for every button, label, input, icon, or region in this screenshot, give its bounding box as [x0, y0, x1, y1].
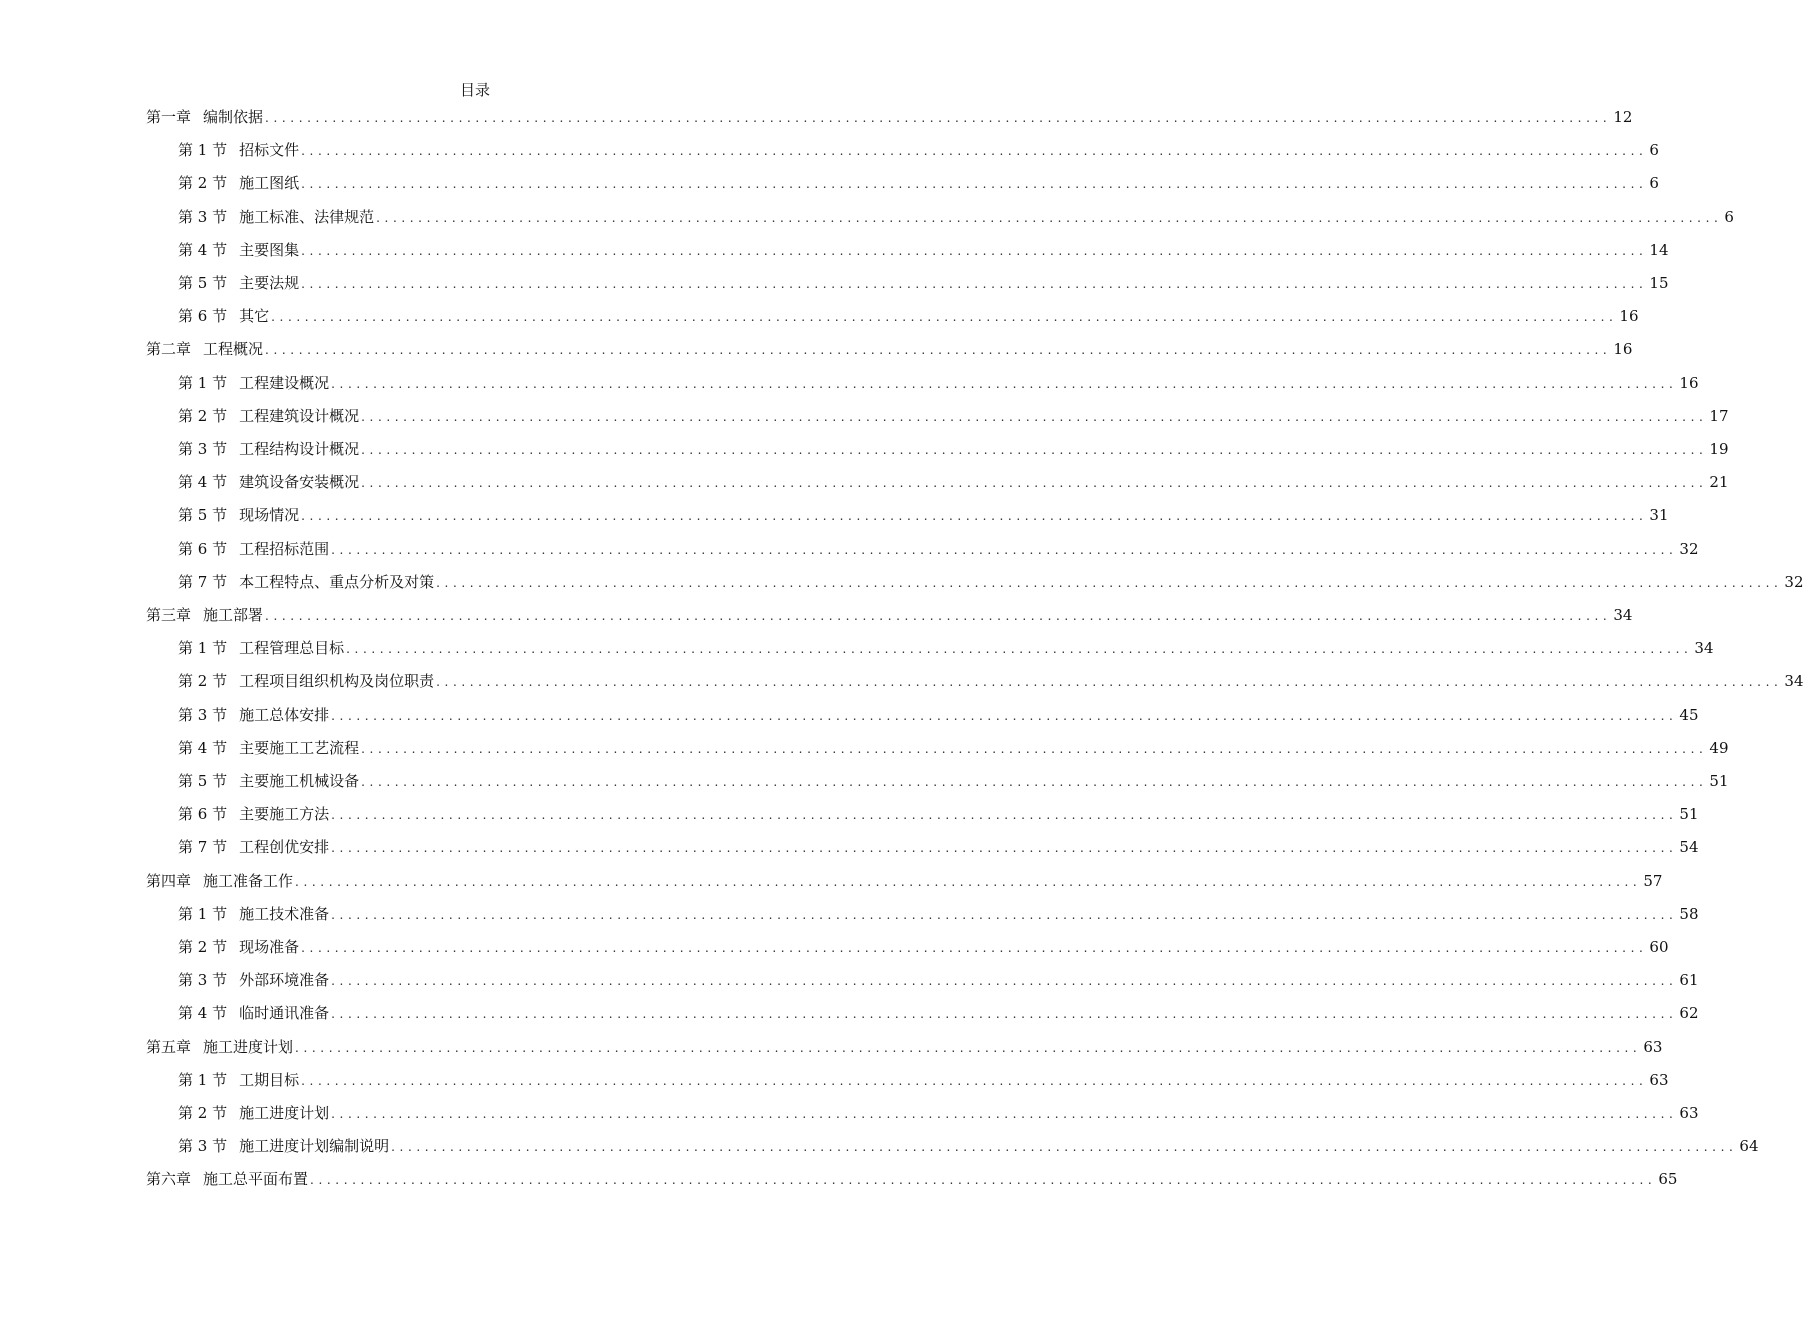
toc-section-entry[interactable] [178, 803, 1699, 825]
toc-entry-title: 外部环境准备 [239, 971, 330, 990]
toc-entry-number: 第 7 节 [178, 838, 228, 857]
toc-entry-label [178, 139, 299, 161]
toc-page-number: 34 [1694, 639, 1714, 658]
toc-entry-number: 第 4 节 [178, 1004, 228, 1023]
toc-entry-label [178, 1069, 299, 1091]
toc-section-entry[interactable] [178, 438, 1729, 460]
toc-entry-label [178, 1135, 389, 1157]
toc-entry-label [178, 936, 299, 958]
toc-entry-title: 工程结构设计概况 [239, 440, 360, 458]
toc-section-entry[interactable] [178, 405, 1729, 427]
toc-page-number: 62 [1679, 1004, 1699, 1023]
toc-section-entry[interactable] [178, 305, 1639, 327]
toc-page-number: 63 [1649, 1070, 1669, 1089]
toc-entry-number: 第 6 节 [178, 539, 228, 558]
toc-section-entry[interactable] [178, 1135, 1759, 1157]
toc-section-entry[interactable] [178, 1102, 1699, 1124]
toc-entry-title: 施工图纸 [239, 174, 300, 193]
dot-leader: ................................................................................................................................................................ [331, 808, 1678, 823]
toc-entry-number: 第 3 节 [178, 971, 228, 990]
toc-entry-number: 第四章 [146, 871, 192, 890]
toc-entry-number: 第 2 节 [178, 938, 228, 956]
toc-entry-title: 工程建设概况 [239, 373, 330, 392]
toc-entry-title: 主要施工机械设备 [239, 772, 360, 790]
toc-entry-number: 第 4 节 [178, 240, 228, 259]
dot-leader: ................................................................................................................................................................ [301, 1073, 1648, 1088]
toc-entry-title: 施工总平面布置 [203, 1170, 309, 1189]
toc-entry-label [146, 1168, 308, 1190]
toc-chapter-entry[interactable] [146, 1168, 1678, 1190]
toc-section-entry[interactable] [178, 272, 1669, 294]
toc-entry-title: 施工部署 [203, 606, 264, 624]
toc-section-entry[interactable] [178, 969, 1699, 991]
toc-entry-number: 第 4 节 [178, 738, 228, 757]
toc-entry-label [146, 604, 263, 626]
toc-page-number: 31 [1649, 506, 1669, 525]
toc-chapter-entry[interactable] [146, 870, 1663, 892]
dot-leader: ................................................................................................................................................................ [331, 841, 1678, 856]
toc-section-entry[interactable] [178, 936, 1669, 958]
toc-entry-number: 第三章 [146, 606, 192, 624]
dot-leader: ................................................................................................................................................................ [361, 476, 1708, 491]
toc-entry-label [178, 172, 299, 194]
toc-entry-title: 主要图集 [239, 240, 300, 259]
toc-page-number: 17 [1709, 406, 1729, 425]
toc-entry-label [178, 737, 359, 759]
toc-section-entry[interactable] [178, 538, 1699, 560]
toc-entry-title: 施工进度计划 [239, 1104, 330, 1122]
toc-entry-label [178, 903, 329, 925]
dot-leader: ................................................................................................................................................................ [301, 144, 1648, 159]
toc-page-number: 64 [1739, 1137, 1759, 1156]
dot-leader: ................................................................................................................................................................ [436, 675, 1783, 690]
dot-leader: ................................................................................................................................................................ [331, 708, 1678, 723]
toc-entry-number: 第 3 节 [178, 705, 228, 724]
toc-chapter-entry[interactable] [146, 106, 1633, 128]
toc-page-number: 16 [1619, 307, 1639, 326]
toc-section-entry[interactable] [178, 239, 1669, 261]
toc-entry-label [146, 338, 263, 360]
toc-page-number: 63 [1643, 1037, 1663, 1056]
toc-entry-label [178, 1102, 329, 1124]
toc-entry-title: 其它 [239, 307, 270, 326]
toc-page-number: 60 [1649, 938, 1669, 956]
toc-entry-title: 现场准备 [239, 938, 300, 956]
toc-entry-label [178, 803, 329, 825]
toc-entry-label [178, 538, 329, 560]
toc-entry-title: 建筑设备安装概况 [239, 473, 360, 492]
toc-entry-label [178, 571, 434, 593]
toc-page-number: 63 [1679, 1104, 1699, 1122]
toc-page-number: 6 [1724, 207, 1734, 226]
toc-entry-title: 施工进度计划 [203, 1037, 294, 1056]
toc-page-number: 45 [1679, 705, 1699, 724]
toc-entry-label [178, 504, 299, 526]
toc-entry-title: 本工程特点、重点分析及对策 [239, 572, 435, 591]
toc-entry-title: 施工准备工作 [203, 871, 294, 890]
toc-section-entry[interactable] [178, 704, 1699, 726]
toc-entry-number: 第一章 [146, 108, 192, 126]
toc-page-number: 21 [1709, 473, 1729, 492]
dot-leader: ................................................................................................................................................................ [376, 210, 1723, 225]
toc-entry-title: 主要施工工艺流程 [239, 738, 360, 757]
dot-leader: ................................................................................................................................................................ [361, 775, 1708, 789]
dot-leader: ................................................................................................................................................................ [436, 575, 1783, 590]
toc-entry-label [178, 305, 269, 327]
toc-entry-title: 施工总体安排 [239, 705, 330, 724]
dot-leader: ................................................................................................................................................................ [295, 874, 1642, 889]
toc-entry-label [146, 1036, 293, 1058]
toc-entry-label [178, 206, 374, 228]
toc-entry-number: 第 5 节 [178, 274, 228, 292]
toc-section-entry[interactable] [178, 471, 1729, 493]
page-title: 目录 [459, 81, 490, 99]
toc-entry-label [178, 637, 344, 659]
toc-entry-number: 第 7 节 [178, 572, 228, 591]
toc-entry-label [178, 670, 434, 692]
toc-section-entry[interactable] [178, 637, 1714, 659]
toc-page-number: 57 [1643, 871, 1663, 890]
dot-leader: ................................................................................................................................................................ [271, 310, 1618, 325]
toc-page-number: 32 [1784, 572, 1804, 591]
toc-page-number: 16 [1679, 373, 1699, 392]
toc-entry-number: 第 1 节 [178, 639, 228, 658]
toc-entry-label [178, 405, 359, 427]
toc-section-entry[interactable] [178, 504, 1669, 526]
toc-entry-number: 第 5 节 [178, 506, 228, 525]
dot-leader: ................................................................................................................................................................ [301, 941, 1648, 955]
dot-leader: ................................................................................................................................................................ [331, 974, 1678, 989]
toc-page-number: 51 [1709, 772, 1729, 790]
dot-leader: ................................................................................................................................................................ [301, 177, 1648, 192]
toc-section-entry[interactable] [178, 737, 1729, 759]
toc-page-number: 15 [1649, 274, 1669, 292]
toc-section-entry[interactable] [178, 206, 1734, 228]
toc-entry-number: 第 1 节 [178, 141, 228, 160]
toc-entry-label [178, 704, 329, 726]
toc-entry-number: 第 3 节 [178, 440, 228, 458]
toc-entry-title: 临时通讯准备 [239, 1004, 330, 1023]
toc-section-entry[interactable] [178, 836, 1699, 858]
toc-page-number: 65 [1658, 1170, 1678, 1189]
toc-entry-label [178, 239, 299, 261]
toc-entry-title: 工程概况 [203, 340, 264, 359]
dot-leader: ................................................................................................................................................................ [301, 243, 1648, 258]
toc-entry-title: 施工标准、法律规范 [239, 207, 375, 226]
toc-entry-number: 第 2 节 [178, 174, 228, 193]
toc-entry-label [178, 471, 359, 493]
toc-entry-number: 第 1 节 [178, 904, 228, 923]
dot-leader: ................................................................................................................................................................ [331, 542, 1678, 557]
toc-page-number: 12 [1613, 108, 1633, 126]
toc-entry-label [146, 106, 263, 128]
dot-leader: ................................................................................................................................................................ [361, 741, 1708, 756]
toc-entry-number: 第二章 [146, 340, 192, 359]
toc-page-number: 14 [1649, 240, 1669, 259]
toc-page-number: 6 [1649, 141, 1659, 160]
toc-section-entry[interactable] [178, 372, 1699, 394]
toc-entry-title: 招标文件 [239, 141, 300, 160]
toc-entry-title: 主要法规 [239, 274, 300, 292]
toc-page-number: 61 [1679, 971, 1699, 990]
toc-entry-number: 第 1 节 [178, 373, 228, 392]
toc-page-number: 49 [1709, 738, 1729, 757]
toc-page-number: 19 [1709, 440, 1729, 458]
toc-entry-title: 工程管理总目标 [239, 639, 345, 658]
toc-section-entry[interactable] [178, 670, 1804, 692]
toc-chapter-entry[interactable] [146, 604, 1633, 626]
toc-entry-title: 现场情况 [239, 506, 300, 525]
dot-leader: ................................................................................................................................................................ [331, 1107, 1678, 1121]
dot-leader: ................................................................................................................................................................ [265, 609, 1612, 623]
toc-entry-label [178, 770, 359, 792]
toc-entry-title: 工期目标 [239, 1070, 300, 1089]
dot-leader: ................................................................................................................................................................ [301, 509, 1648, 524]
toc-entry-label [178, 1002, 329, 1024]
toc-entry-number: 第 2 节 [178, 1104, 228, 1122]
toc-entry-number: 第 5 节 [178, 772, 228, 790]
toc-section-entry[interactable] [178, 1069, 1669, 1091]
dot-leader: ................................................................................................................................................................ [331, 376, 1678, 391]
toc-entry-label [178, 272, 299, 294]
dot-leader: ................................................................................................................................................................ [301, 277, 1648, 291]
toc-page-number: 54 [1679, 838, 1699, 857]
dot-leader: ................................................................................................................................................................ [265, 111, 1612, 125]
toc-page-number: 6 [1649, 174, 1659, 193]
toc-entry-number: 第五章 [146, 1037, 192, 1056]
toc-entry-label [178, 969, 329, 991]
toc-entry-title: 工程创优安排 [239, 838, 330, 857]
toc-entry-number: 第六章 [146, 1170, 192, 1189]
toc-entry-number: 第 6 节 [178, 307, 228, 326]
toc-chapter-entry[interactable] [146, 1036, 1663, 1058]
toc-entry-label [178, 372, 329, 394]
toc-page-number: 32 [1679, 539, 1699, 558]
dot-leader: ................................................................................................................................................................ [361, 409, 1708, 424]
toc-chapter-entry[interactable] [146, 338, 1633, 360]
toc-entry-title: 工程项目组织机构及岗位职责 [239, 672, 435, 691]
dot-leader: ................................................................................................................................................................ [346, 642, 1693, 657]
toc-entry-title: 工程招标范围 [239, 539, 330, 558]
toc-entry-title: 编制依据 [203, 108, 264, 126]
toc-entry-title: 施工进度计划编制说明 [239, 1137, 390, 1156]
toc-entry-title: 主要施工方法 [239, 805, 330, 824]
toc-section-entry[interactable] [178, 571, 1804, 593]
toc-section-entry[interactable] [178, 139, 1659, 161]
toc-entry-number: 第 1 节 [178, 1070, 228, 1089]
toc-page-number: 16 [1613, 340, 1633, 359]
toc-entry-label [178, 836, 329, 858]
toc-page-number: 34 [1613, 606, 1633, 624]
toc-page-number: 58 [1679, 904, 1699, 923]
toc-page-number: 34 [1784, 672, 1804, 691]
dot-leader: ................................................................................................................................................................ [331, 907, 1678, 922]
toc-entry-label [146, 870, 293, 892]
toc-section-entry[interactable] [178, 770, 1729, 792]
dot-leader: ................................................................................................................................................................ [295, 1040, 1642, 1055]
toc-entry-number: 第 3 节 [178, 1137, 228, 1156]
toc-entry-number: 第 2 节 [178, 672, 228, 691]
toc-entry-number: 第 3 节 [178, 207, 228, 226]
dot-leader: ................................................................................................................................................................ [310, 1173, 1657, 1188]
dot-leader: ................................................................................................................................................................ [361, 443, 1708, 457]
toc-entry-number: 第 4 节 [178, 473, 228, 492]
toc-entry-number: 第 6 节 [178, 805, 228, 824]
dot-leader: ................................................................................................................................................................ [331, 1007, 1678, 1022]
toc-entry-label [178, 438, 359, 460]
toc-entry-title: 施工技术准备 [239, 904, 330, 923]
dot-leader: ................................................................................................................................................................ [265, 343, 1612, 358]
toc-section-entry[interactable] [178, 903, 1699, 925]
toc-entry-title: 工程建筑设计概况 [239, 406, 360, 425]
toc-entry-number: 第 2 节 [178, 406, 228, 425]
toc-section-entry[interactable] [178, 1002, 1699, 1024]
dot-leader: ................................................................................................................................................................ [391, 1140, 1738, 1155]
toc-page-number: 51 [1679, 805, 1699, 824]
toc-section-entry[interactable] [178, 172, 1659, 194]
